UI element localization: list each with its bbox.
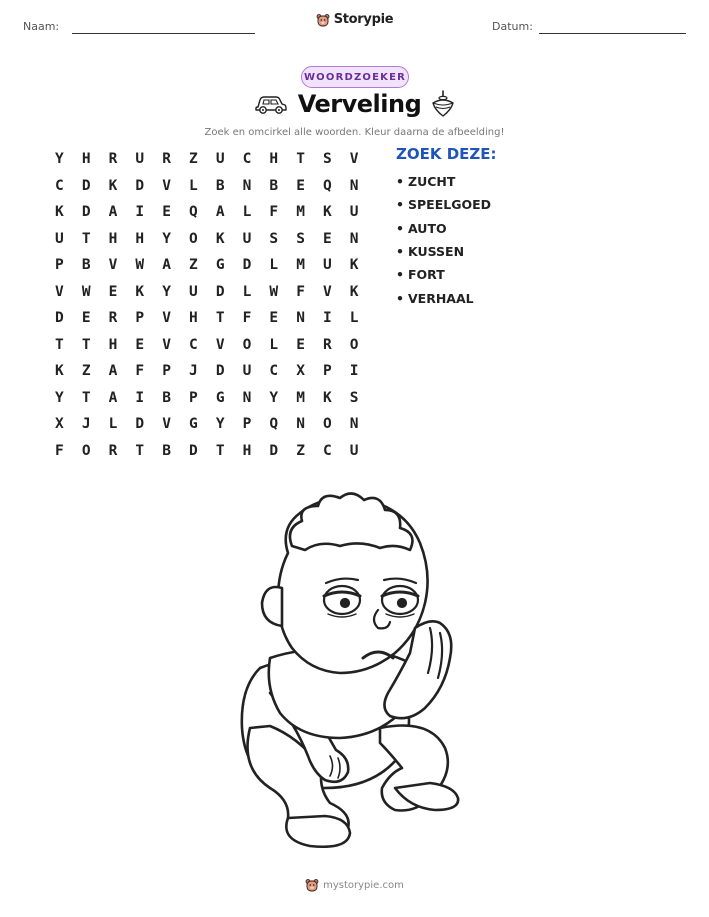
grid-cell[interactable]: B [215,177,225,194]
grid-cell[interactable]: E [162,204,171,221]
grid-cell[interactable]: M [296,204,305,221]
grid-cell[interactable]: I [349,363,359,380]
date-label: Datum: [492,20,533,33]
grid-cell[interactable]: K [55,363,64,380]
grid-cell[interactable]: K [349,283,359,300]
grid-cell[interactable]: Q [269,416,279,433]
grid-cell[interactable]: F [55,442,64,459]
word-list [396,170,491,310]
grid-cell[interactable]: Q [323,177,332,194]
grid-cell[interactable]: H [135,230,145,247]
grid-cell[interactable]: U [215,151,225,168]
storypie-bear-icon [316,13,330,27]
bored-boy-illustration [230,488,480,858]
grid-cell[interactable]: Z [189,257,198,274]
storypie-bear-icon [305,878,319,892]
grid-cell[interactable]: C [242,151,252,168]
grid-cell[interactable]: V [349,151,359,168]
grid-cell[interactable]: B [162,389,171,406]
grid-cell[interactable]: Y [162,230,171,247]
grid-cell[interactable]: I [135,389,145,406]
grid-cell[interactable]: T [296,151,305,168]
grid-cell[interactable]: E [296,336,305,353]
grid-cell[interactable]: T [81,230,91,247]
grid-cell[interactable]: J [81,416,91,433]
grid-cell[interactable]: E [81,310,91,327]
grid-cell[interactable]: E [135,336,145,353]
grid-cell[interactable]: K [55,204,64,221]
grid-cell[interactable]: Z [189,151,198,168]
footer [0,878,709,892]
grid-cell[interactable]: X [296,363,305,380]
grid-cell[interactable]: M [296,257,305,274]
grid-cell[interactable]: V [323,283,332,300]
grid-cell[interactable]: E [108,283,118,300]
grid-cell[interactable]: T [81,389,91,406]
grid-cell[interactable]: Y [55,151,64,168]
grid-cell[interactable]: L [189,177,198,194]
grid-cell[interactable]: A [108,363,118,380]
grid-cell[interactable]: V [162,416,171,433]
grid-cell[interactable]: C [189,336,198,353]
grid-cell[interactable]: N [242,389,252,406]
grid-cell[interactable]: H [108,336,118,353]
grid-cell[interactable]: N [242,177,252,194]
grid-cell[interactable]: D [189,442,198,459]
grid-cell[interactable]: S [269,230,279,247]
grid-cell[interactable]: N [296,416,305,433]
grid-cell[interactable]: U [189,283,198,300]
grid-cell[interactable]: V [55,283,64,300]
grid-cell[interactable]: F [296,283,305,300]
grid-cell[interactable]: R [108,310,118,327]
grid-cell[interactable]: C [323,442,332,459]
grid-cell[interactable]: K [215,230,225,247]
grid-cell[interactable]: D [135,416,145,433]
grid-cell[interactable]: P [162,363,171,380]
footer-url[interactable]: mystorypie.com [323,879,404,891]
grid-cell[interactable]: K [108,177,118,194]
grid-cell[interactable]: Y [55,389,64,406]
grid-cell[interactable]: R [108,442,118,459]
grid-cell[interactable]: B [269,177,279,194]
grid-cell[interactable]: P [242,416,252,433]
grid-cell[interactable]: E [296,177,305,194]
spinning-top-icon [431,90,455,118]
grid-cell[interactable]: D [135,177,145,194]
grid-cell[interactable]: S [323,151,332,168]
grid-cell[interactable]: V [162,310,171,327]
grid-cell[interactable]: V [162,336,171,353]
page-title: Verveling [297,90,422,118]
grid-cell[interactable]: Y [215,416,225,433]
grid-cell[interactable]: I [135,204,145,221]
grid-cell[interactable]: P [323,363,332,380]
grid-cell[interactable]: G [215,257,225,274]
grid-cell[interactable]: H [189,310,198,327]
grid-cell[interactable]: D [81,177,91,194]
grid-cell[interactable]: P [135,310,145,327]
grid-cell[interactable]: D [55,310,64,327]
grid-cell[interactable]: K [135,283,145,300]
grid-cell[interactable]: L [269,257,279,274]
grid-cell[interactable]: K [323,389,332,406]
grid-cell[interactable]: U [135,151,145,168]
word-list-item: • AUTO [396,217,491,240]
toy-car-icon [254,92,288,116]
word-list-item: • SPEELGOED [396,193,491,216]
grid-cell[interactable]: L [108,416,118,433]
grid-cell[interactable]: H [269,151,279,168]
title-row [0,90,709,118]
grid-cell[interactable]: W [269,283,279,300]
grid-cell[interactable]: A [162,257,171,274]
grid-cell[interactable]: Q [189,204,198,221]
grid-cell[interactable]: F [242,310,252,327]
grid-cell[interactable]: U [323,257,332,274]
grid-cell[interactable]: R [108,151,118,168]
grid-cell[interactable]: H [81,151,91,168]
grid-cell[interactable]: T [135,442,145,459]
word-search-grid[interactable] [46,146,368,464]
grid-cell[interactable]: W [81,283,91,300]
grid-cell[interactable]: R [162,151,171,168]
grid-cell[interactable]: H [242,442,252,459]
word-list-item: • VERHAAL [396,286,491,309]
grid-cell[interactable]: G [215,389,225,406]
brand-name: Storypie [333,12,394,27]
grid-cell[interactable]: X [55,416,64,433]
grid-cell[interactable]: N [349,230,359,247]
grid-cell[interactable]: U [242,230,252,247]
grid-cell[interactable]: D [215,283,225,300]
grid-cell[interactable]: G [189,416,198,433]
grid-cell[interactable]: U [242,363,252,380]
word-list-item: • KUSSEN [396,240,491,263]
date-line[interactable] [539,33,686,34]
grid-cell[interactable]: M [296,389,305,406]
grid-cell[interactable]: P [55,257,64,274]
grid-cell[interactable]: L [242,283,252,300]
grid-cell[interactable]: O [349,336,359,353]
grid-cell[interactable]: L [349,310,359,327]
grid-cell[interactable]: N [296,310,305,327]
word-list-item: • ZUCHT [396,170,491,193]
grid-cell[interactable]: A [215,204,225,221]
grid-cell[interactable]: O [189,230,198,247]
grid-cell[interactable]: V [108,257,118,274]
grid-cell[interactable]: O [323,416,332,433]
grid-cell[interactable]: E [269,310,279,327]
grid-cell[interactable]: V [215,336,225,353]
grid-cell[interactable]: V [162,177,171,194]
grid-cell[interactable]: E [323,230,332,247]
grid-cell[interactable]: B [162,442,171,459]
grid-cell[interactable]: N [349,416,359,433]
grid-cell[interactable]: L [242,204,252,221]
category-badge: WOORDZOEKER [301,66,409,88]
grid-cell[interactable]: O [81,442,91,459]
grid-cell[interactable]: U [349,442,359,459]
grid-cell[interactable]: J [189,363,198,380]
grid-cell[interactable]: C [55,177,64,194]
grid-cell[interactable]: C [269,363,279,380]
grid-cell[interactable]: B [81,257,91,274]
grid-cell[interactable]: H [108,230,118,247]
grid-cell[interactable]: Y [269,389,279,406]
grid-cell[interactable]: F [269,204,279,221]
grid-cell[interactable]: F [135,363,145,380]
grid-cell[interactable]: W [135,257,145,274]
word-list-title: ZOEK DEZE: [396,145,497,163]
grid-cell[interactable]: T [81,336,91,353]
grid-cell[interactable]: A [108,389,118,406]
grid-cell[interactable]: D [269,442,279,459]
name-label: Naam: [23,20,60,33]
grid-cell[interactable]: Z [296,442,305,459]
instructions: Zoek en omcirkel alle woorden. Kleur daarna de afbeelding! [204,127,505,138]
grid-cell[interactable]: L [269,336,279,353]
grid-cell[interactable]: S [349,389,359,406]
grid-cell[interactable]: P [189,389,198,406]
grid-cell[interactable]: T [55,336,64,353]
grid-cell[interactable]: K [323,204,332,221]
grid-cell[interactable]: Y [162,283,171,300]
word-list-item: • FORT [396,263,491,286]
grid-cell[interactable]: Z [81,363,91,380]
grid-cell[interactable]: K [349,257,359,274]
grid-cell[interactable]: I [323,310,332,327]
grid-cell[interactable]: O [242,336,252,353]
name-line[interactable] [72,33,255,34]
grid-cell[interactable]: A [108,204,118,221]
grid-cell[interactable]: T [215,310,225,327]
grid-cell[interactable]: D [81,204,91,221]
grid-cell[interactable]: U [55,230,64,247]
grid-cell[interactable]: D [215,363,225,380]
grid-cell[interactable]: T [215,442,225,459]
grid-cell[interactable]: U [349,204,359,221]
grid-cell[interactable]: N [349,177,359,194]
brand-logo [0,12,709,27]
grid-cell[interactable]: R [323,336,332,353]
grid-cell[interactable]: D [242,257,252,274]
grid-cell[interactable]: S [296,230,305,247]
